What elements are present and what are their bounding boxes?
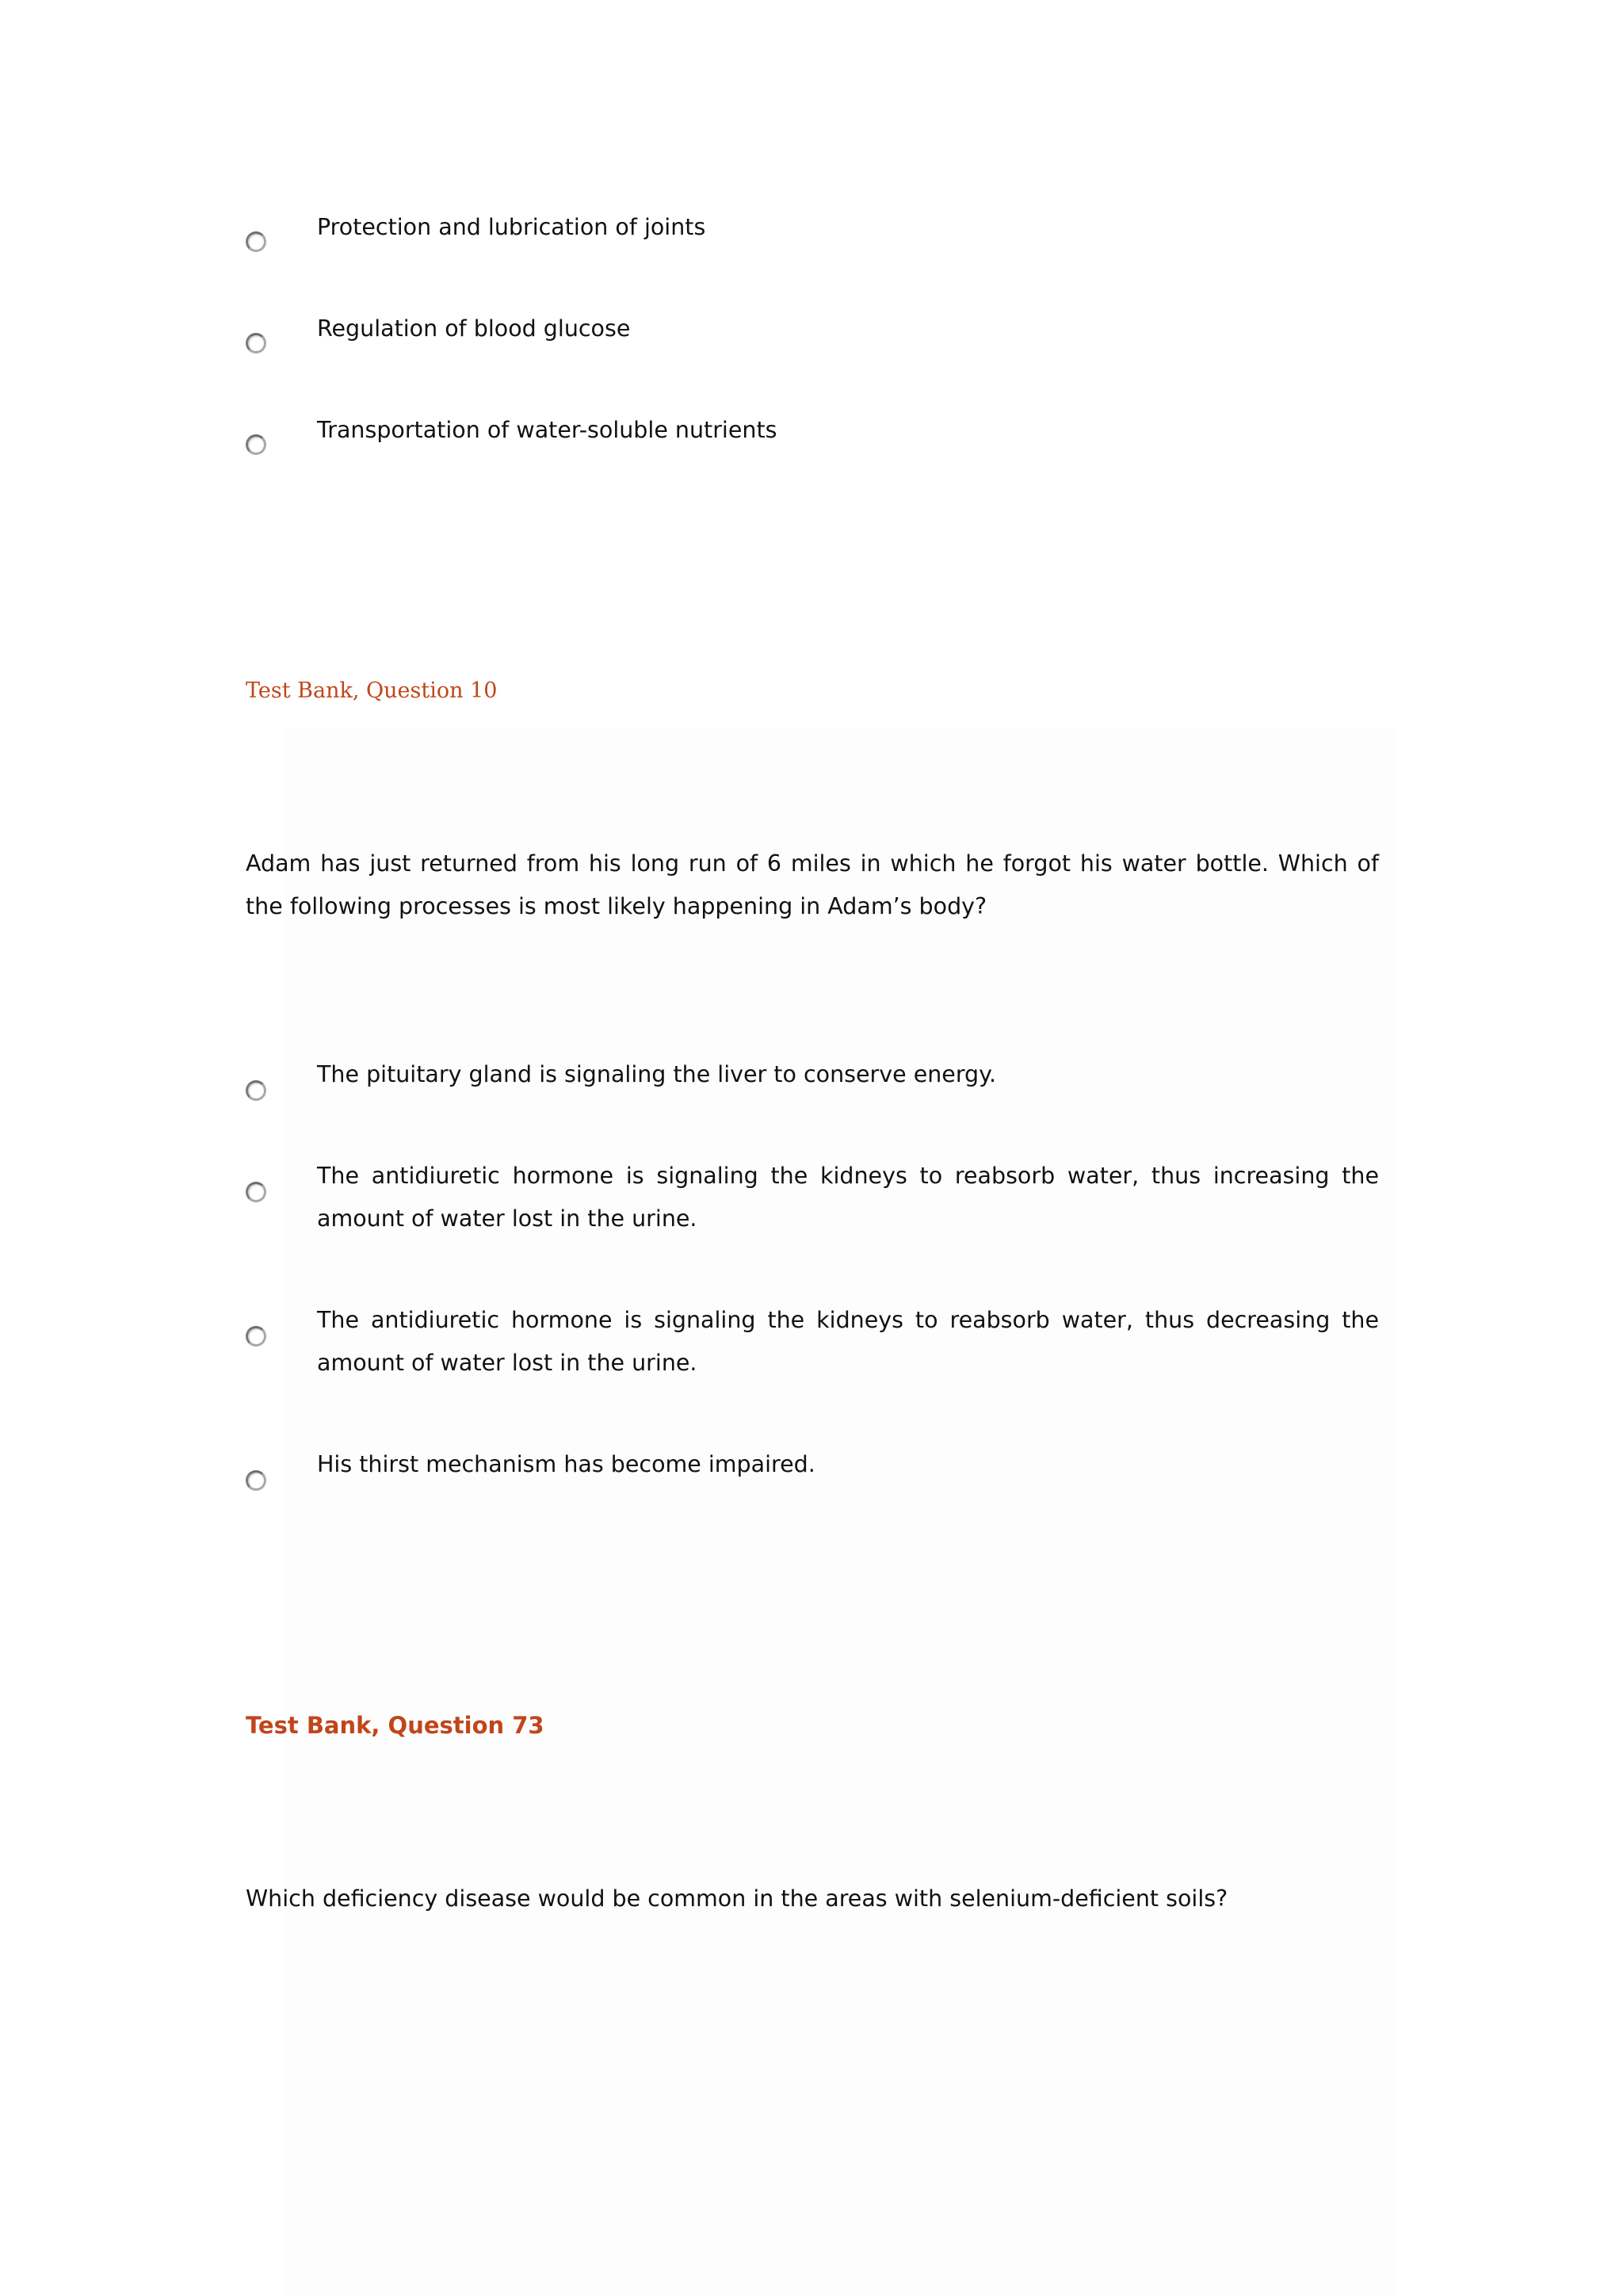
answer-option-label: Protection and lubrication of joints [317, 214, 706, 240]
radio-button[interactable] [246, 231, 266, 252]
radio-button[interactable] [246, 1182, 266, 1202]
answer-option-label: Transportation of water-soluble nutrients [317, 417, 777, 443]
answer-option-label: The antidiuretic hormone is signaling the kidneys to reabsorb water, thus decreasing the amount of water lost in the urine. [317, 1307, 1379, 1376]
content-background [285, 729, 1395, 2296]
radio-button[interactable] [246, 1326, 266, 1347]
radio-button[interactable] [246, 1470, 266, 1491]
question-heading: Test Bank, Question 73 [246, 1712, 544, 1739]
answer-option-label: Regulation of blood glucose [317, 315, 631, 342]
question-text: Adam has just returned from his long run of 6 miles in which he forgot his water bottle. Which of the following processes is most likely happening in Adam’s body? [246, 850, 1379, 919]
question-text: Which deficiency disease would be common in the areas with selenium-deficient soils? [246, 1885, 1228, 1912]
answer-option-label: The pituitary gland is signaling the liver to conserve energy. [317, 1061, 997, 1087]
answer-option-label: His thirst mechanism has become impaired. [317, 1451, 815, 1477]
radio-button[interactable] [246, 333, 266, 353]
radio-button[interactable] [246, 1080, 266, 1101]
answer-option-label: The antidiuretic hormone is signaling the kidneys to reabsorb water, thus increasing the amount of water lost in the urine. [317, 1163, 1379, 1232]
radio-button[interactable] [246, 434, 266, 455]
question-heading: Test Bank, Question 10 [246, 678, 498, 703]
